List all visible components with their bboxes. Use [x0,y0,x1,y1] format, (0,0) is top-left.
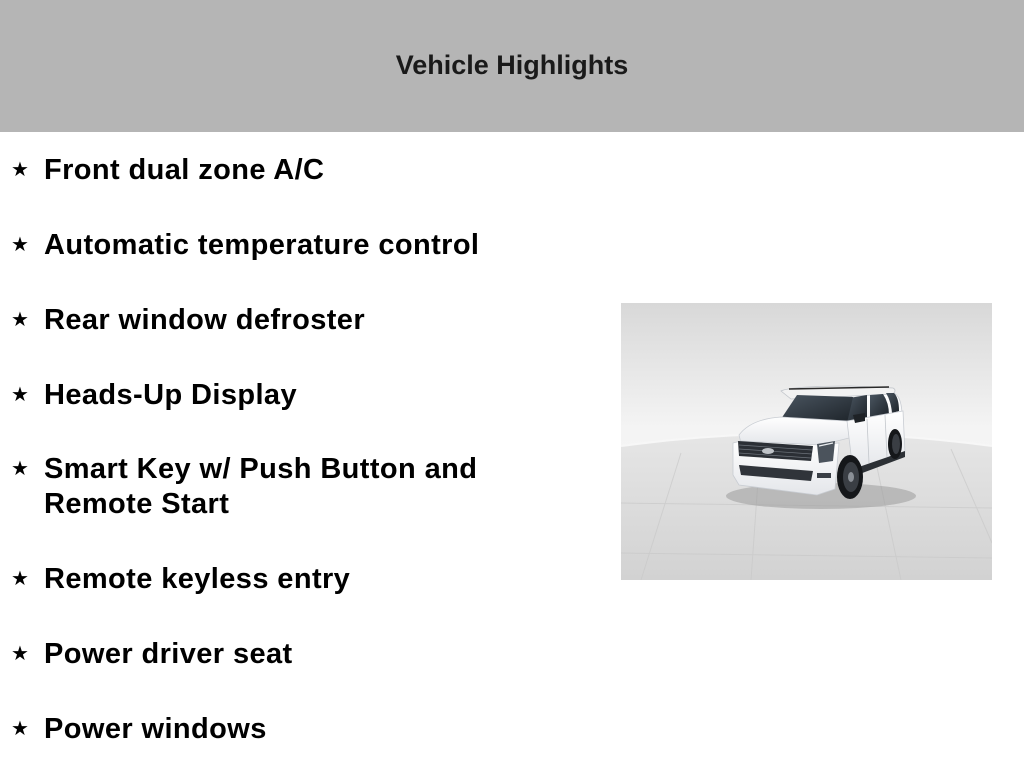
star-icon: ★ [11,718,29,740]
feature-item [0,156,600,188]
feature-item [0,231,600,263]
feature-label: Rear window defroster [44,304,366,336]
star-icon: ★ [11,384,29,406]
feature-item [0,455,600,522]
star-icon: ★ [11,568,29,590]
star-icon: ★ [11,159,29,181]
star-icon: ★ [11,458,29,480]
star-icon: ★ [11,643,29,665]
feature-label: Remote keyless entry [44,563,351,595]
feature-item [0,306,600,338]
feature-item [0,381,600,413]
feature-label: Power windows [44,713,267,745]
feature-item [0,565,600,597]
feature-item [0,640,600,672]
feature-label: Automatic temperature control [44,229,480,261]
feature-item [0,715,600,747]
feature-label: Power driver seat [44,638,293,670]
star-icon: ★ [11,234,29,256]
feature-label: Smart Key w/ Push Button and Remote Start [44,453,478,520]
header-banner [0,0,1024,132]
feature-label: Front dual zone A/C [44,154,325,186]
vehicle-photo [621,303,992,580]
feature-label: Heads-Up Display [44,379,297,411]
page-title: Vehicle Highlights [395,49,629,80]
star-icon: ★ [11,309,29,331]
suv-image [621,303,992,580]
